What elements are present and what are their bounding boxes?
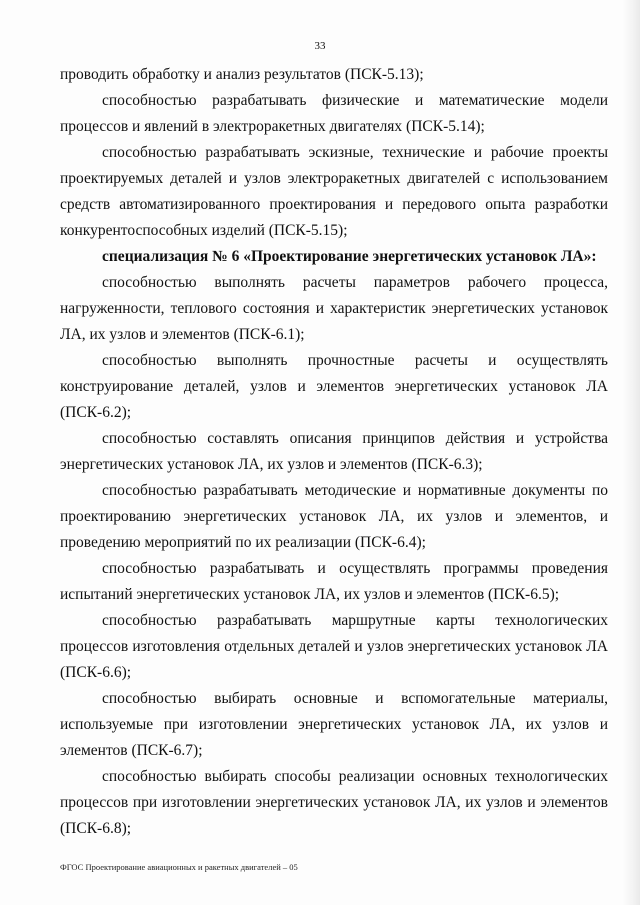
page-footer: ФГОС Проектирование авиационных и ракетных двигателей – 05: [60, 862, 298, 872]
paragraph-6: способностью выполнять прочностные расчеты и осуществлять конструирование деталей, узлов и элементов энергетических установок ЛА (ПСК-6.2);: [60, 352, 608, 421]
page-number: 33: [314, 40, 326, 52]
specialization-heading: специализация № 6 «Проектирование энергетических установок ЛА»:: [102, 248, 597, 265]
scan-edge-shadow: [622, 0, 640, 905]
paragraph-12: способностью выбирать способы реализации основных технологических процессов при изготовлении энергетических установок ЛА, их узлов и элементов (ПСК-6.8);: [60, 768, 608, 837]
paragraph-11: способностью выбирать основные и вспомогательные материалы, используемые при изготовлении энергетических установок ЛА, их узлов и элементов (ПСК-6.7);: [60, 690, 608, 759]
paragraph-1: проводить обработку и анализ результатов (ПСК-5.13);: [60, 66, 424, 83]
paragraph-7: способностью составлять описания принципов действия и устройства энергетических установок ЛА, их узлов и элементов (ПСК-6.3);: [60, 430, 608, 473]
document-body: [60, 62, 608, 842]
paragraph-2: способностью разрабатывать физические и математические модели процессов и явлений в электроракетных двигателях (ПСК-5.14);: [60, 92, 608, 135]
paragraph-3: способностью разрабатывать эскизные, технические и рабочие проекты проектируемых деталей и узлов электроракетных двигателей с использованием средств автоматизированного проектирования и передового опыта разработки конкурентоспособных изделий (ПСК-5.15);: [60, 144, 608, 239]
paragraph-5: способностью выполнять расчеты параметров рабочего процесса, нагруженности, теплового состояния и характеристик энергетических установок ЛА, их узлов и элементов (ПСК-6.1);: [60, 274, 608, 343]
paragraph-10: способностью разрабатывать маршрутные карты технологических процессов изготовления отдельных деталей и узлов энергетических установок ЛА (ПСК-6.6);: [60, 612, 608, 681]
paragraph-8: способностью разрабатывать методические и нормативные документы по проектированию энергетических установок ЛА, их узлов и элементов, и проведению мероприятий по их реализации (ПСК-6.4);: [60, 482, 608, 551]
paragraph-9: способностью разрабатывать и осуществлять программы проведения испытаний энергетических установок ЛА, их узлов и элементов (ПСК-6.5);: [60, 560, 608, 603]
